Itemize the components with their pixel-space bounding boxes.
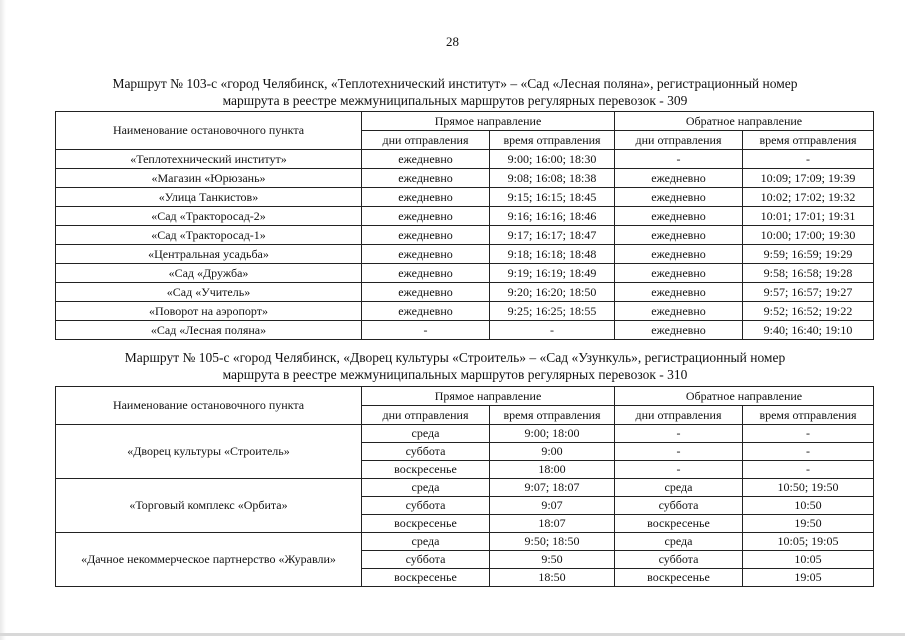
backward-days-cell: среда xyxy=(615,479,743,497)
backward-days-cell: - xyxy=(615,425,743,443)
forward-days-cell: ежедневно xyxy=(362,169,490,188)
header-backward: Обратное направление xyxy=(615,387,874,406)
table-row xyxy=(56,283,874,302)
header-backward-days: дни отправления xyxy=(615,406,743,425)
backward-days-cell: ежедневно xyxy=(615,188,743,207)
forward-days-cell: - xyxy=(362,321,490,340)
forward-days-cell: суббота xyxy=(362,443,490,461)
forward-days-cell: среда xyxy=(362,533,490,551)
forward-time-cell: 18:50 xyxy=(490,569,615,587)
route-103-table xyxy=(55,111,874,340)
table-row xyxy=(56,226,874,245)
stop-name-cell: «Теплотехнический институт» xyxy=(56,150,362,169)
table-row xyxy=(56,188,874,207)
stop-name-cell: «Дворец культуры «Строитель» xyxy=(56,425,362,479)
table-row xyxy=(56,425,874,443)
forward-days-cell: ежедневно xyxy=(362,264,490,283)
backward-time-cell: 10:01; 17:01; 19:31 xyxy=(743,207,874,226)
forward-time-cell: 9:16; 16:16; 18:46 xyxy=(490,207,615,226)
backward-time-cell: - xyxy=(743,150,874,169)
backward-days-cell: ежедневно xyxy=(615,283,743,302)
forward-days-cell: ежедневно xyxy=(362,226,490,245)
forward-days-cell: среда xyxy=(362,425,490,443)
backward-days-cell: ежедневно xyxy=(615,245,743,264)
forward-time-cell: 9:50; 18:50 xyxy=(490,533,615,551)
table-row xyxy=(56,245,874,264)
route-105-table xyxy=(55,386,874,587)
stop-name-cell: «Торговый комплекс «Орбита» xyxy=(56,479,362,533)
route-105-body xyxy=(56,425,874,587)
backward-time-cell: 10:02; 17:02; 19:32 xyxy=(743,188,874,207)
stop-name-cell: «Дачное некоммерческое партнерство «Журавли» xyxy=(56,533,362,587)
backward-days-cell: - xyxy=(615,461,743,479)
backward-days-cell: ежедневно xyxy=(615,264,743,283)
header-backward-days: дни отправления xyxy=(615,131,743,150)
header-backward-time: время отправления xyxy=(743,131,874,150)
route-103-title xyxy=(55,75,855,109)
stop-name-cell: «Сад «Трактоpосад-1» xyxy=(56,226,362,245)
table-row xyxy=(56,169,874,188)
table-row xyxy=(56,264,874,283)
table-row xyxy=(56,479,874,497)
header-stop-name: Наименование остановочного пункта xyxy=(56,112,362,150)
backward-days-cell: ежедневно xyxy=(615,226,743,245)
backward-days-cell: суббота xyxy=(615,551,743,569)
forward-time-cell: 9:18; 16:18; 18:48 xyxy=(490,245,615,264)
forward-time-cell: 9:00; 18:00 xyxy=(490,425,615,443)
backward-time-cell: 19:50 xyxy=(743,515,874,533)
forward-time-cell: 9:00; 16:00; 18:30 xyxy=(490,150,615,169)
header-forward-days: дни отправления xyxy=(362,406,490,425)
header-forward-time: время отправления xyxy=(490,406,615,425)
forward-time-cell: - xyxy=(490,321,615,340)
table-row xyxy=(56,321,874,340)
forward-days-cell: ежедневно xyxy=(362,207,490,226)
backward-days-cell: ежедневно xyxy=(615,169,743,188)
header-forward: Прямое направление xyxy=(362,387,615,406)
forward-days-cell: ежедневно xyxy=(362,188,490,207)
forward-days-cell: воскресенье xyxy=(362,569,490,587)
backward-days-cell: ежедневно xyxy=(615,302,743,321)
backward-time-cell: 9:52; 16:52; 19:22 xyxy=(743,302,874,321)
route-105-title-line2: маршрута в реестре межмуниципальных маршрутов регулярных перевозок - 310 xyxy=(222,367,688,382)
forward-time-cell: 9:50 xyxy=(490,551,615,569)
scan-bottom-edge xyxy=(0,633,905,636)
stop-name-cell: «Магазин «Юрюзань» xyxy=(56,169,362,188)
forward-time-cell: 18:07 xyxy=(490,515,615,533)
forward-time-cell: 9:19; 16:19; 18:49 xyxy=(490,264,615,283)
route-105-title-line1: Маршрут № 105-с «город Челябинск, «Дворец культуры «Строитель» – «Сад «Узункуль», регистрационный номер xyxy=(124,350,786,365)
backward-days-cell: ежедневно xyxy=(615,321,743,340)
backward-time-cell: 10:05 xyxy=(743,551,874,569)
header-forward-time: время отправления xyxy=(490,131,615,150)
backward-days-cell: - xyxy=(615,150,743,169)
forward-days-cell: воскресенье xyxy=(362,515,490,533)
forward-time-cell: 9:25; 16:25; 18:55 xyxy=(490,302,615,321)
backward-time-cell: - xyxy=(743,425,874,443)
forward-time-cell: 9:15; 16:15; 18:45 xyxy=(490,188,615,207)
backward-days-cell: воскресенье xyxy=(615,569,743,587)
stop-name-cell: «Центральная усадьба» xyxy=(56,245,362,264)
backward-time-cell: 10:00; 17:00; 19:30 xyxy=(743,226,874,245)
backward-time-cell: 9:59; 16:59; 19:29 xyxy=(743,245,874,264)
backward-time-cell: 19:05 xyxy=(743,569,874,587)
forward-days-cell: ежедневно xyxy=(362,150,490,169)
forward-time-cell: 9:08; 16:08; 18:38 xyxy=(490,169,615,188)
forward-days-cell: суббота xyxy=(362,497,490,515)
header-forward: Прямое направление xyxy=(362,112,615,131)
forward-days-cell: среда xyxy=(362,479,490,497)
stop-name-cell: «Поворот на аэропорт» xyxy=(56,302,362,321)
forward-days-cell: ежедневно xyxy=(362,283,490,302)
stop-name-cell: «Улица Танкистов» xyxy=(56,188,362,207)
forward-days-cell: ежедневно xyxy=(362,302,490,321)
header-stop-name: Наименование остановочного пункта xyxy=(56,387,362,425)
scan-left-edge xyxy=(0,0,6,640)
backward-time-cell: 10:50 xyxy=(743,497,874,515)
forward-days-cell: суббота xyxy=(362,551,490,569)
stop-name-cell: «Сад «Трактоpосад-2» xyxy=(56,207,362,226)
route-103-body xyxy=(56,150,874,340)
header-backward-time: время отправления xyxy=(743,406,874,425)
backward-days-cell: суббота xyxy=(615,497,743,515)
stop-name-cell: «Сад «Лесная поляна» xyxy=(56,321,362,340)
backward-days-cell: воскресенье xyxy=(615,515,743,533)
forward-days-cell: воскресенье xyxy=(362,461,490,479)
backward-days-cell: ежедневно xyxy=(615,207,743,226)
route-103-title-line1: Маршрут № 103-с «город Челябинск, «Теплотехнический институт» – «Сад «Лесная поляна», регистрационный номер xyxy=(112,76,798,91)
header-backward: Обратное направление xyxy=(615,112,874,131)
backward-time-cell: - xyxy=(743,443,874,461)
stop-name-cell: «Сад «Дружба» xyxy=(56,264,362,283)
forward-time-cell: 9:00 xyxy=(490,443,615,461)
backward-time-cell: 10:09; 17:09; 19:39 xyxy=(743,169,874,188)
table-row xyxy=(56,533,874,551)
backward-time-cell: 9:40; 16:40; 19:10 xyxy=(743,321,874,340)
backward-time-cell: 10:50; 19:50 xyxy=(743,479,874,497)
backward-days-cell: среда xyxy=(615,533,743,551)
table-row xyxy=(56,302,874,321)
backward-time-cell: 9:58; 16:58; 19:28 xyxy=(743,264,874,283)
backward-days-cell: - xyxy=(615,443,743,461)
page-number: 28 xyxy=(446,34,459,49)
backward-time-cell: 9:57; 16:57; 19:27 xyxy=(743,283,874,302)
forward-time-cell: 9:07 xyxy=(490,497,615,515)
forward-time-cell: 9:20; 16:20; 18:50 xyxy=(490,283,615,302)
backward-time-cell: 10:05; 19:05 xyxy=(743,533,874,551)
forward-time-cell: 9:07; 18:07 xyxy=(490,479,615,497)
forward-days-cell: ежедневно xyxy=(362,245,490,264)
backward-time-cell: - xyxy=(743,461,874,479)
forward-time-cell: 18:00 xyxy=(490,461,615,479)
route-105-title xyxy=(55,349,855,383)
route-103-title-line2: маршрута в реестре межмуниципальных маршрутов регулярных перевозок - 309 xyxy=(222,93,688,108)
header-forward-days: дни отправления xyxy=(362,131,490,150)
table-row xyxy=(56,150,874,169)
stop-name-cell: «Сад «Учитель» xyxy=(56,283,362,302)
table-row xyxy=(56,207,874,226)
forward-time-cell: 9:17; 16:17; 18:47 xyxy=(490,226,615,245)
